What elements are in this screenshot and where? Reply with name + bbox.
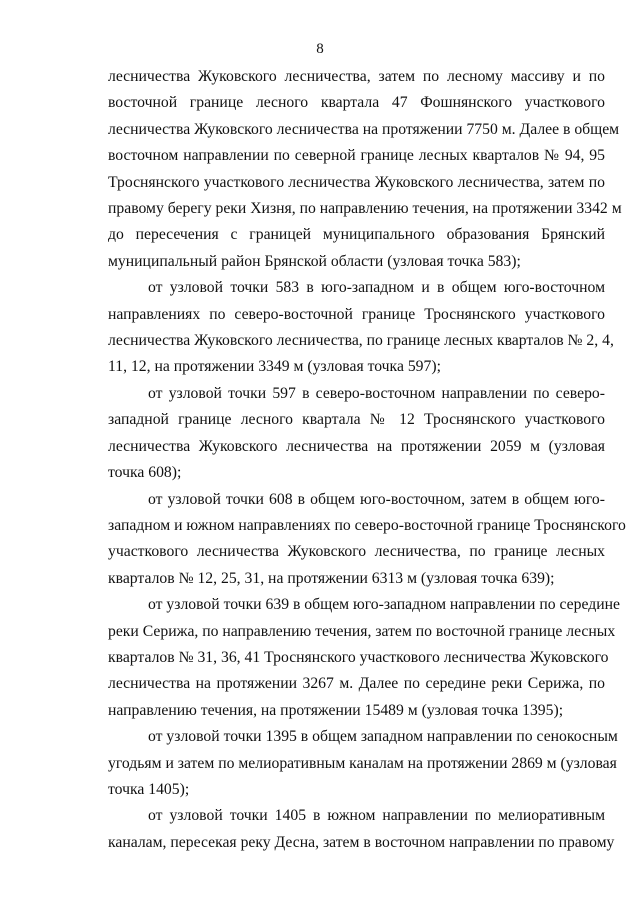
text-line: направлению течения, на протяжении 15489 м (узловая точка 1395); xyxy=(108,701,564,719)
text-line: лесничества Жуковского лесничества, затем по лесному массиву и по xyxy=(108,68,605,85)
paragraph xyxy=(108,64,622,275)
paragraph xyxy=(108,803,615,856)
text-line: угодьям и затем по мелиоративным каналам на протяжении 2869 м (узловая xyxy=(108,754,617,772)
text-line: направлениях по северо-восточной границе Троснянского участкового xyxy=(108,305,605,323)
text-line: кварталов № 31, 36, 41 Троснянского участкового лесничества Жуковского xyxy=(108,648,609,666)
text-line: восточной границе лесного квартала 47 Фошнянского участкового xyxy=(108,94,605,112)
text-line: от узловой точки 583 в юго-западном и в общем юго-восточном xyxy=(148,279,605,297)
text-line: до пересечения с границей муниципального образования Брянский xyxy=(108,226,605,244)
text-line: от узловой точки 1405 в южном направлении по мелиоративным xyxy=(148,807,605,825)
text-line: восточном направлении по северной границе лесных кварталов № 94, 95 xyxy=(108,147,605,165)
text-line: лесничества на протяжении 3267 м. Далее по середине реки Серижа, по xyxy=(108,675,605,693)
text-line: лесничества Жуковского лесничества, по границе лесных кварталов № 2, 4, xyxy=(108,332,614,350)
paragraph xyxy=(108,592,620,724)
text-line: западной границе лесного квартала № 12 Троснянского участкового xyxy=(108,411,605,429)
text-line: лесничества Жуковского лесничества на протяжении 7750 м. Далее в общем xyxy=(108,120,620,138)
text-line: муниципальный район Брянской области (узловая точка 583); xyxy=(108,252,521,270)
paragraph xyxy=(108,275,614,381)
text-line: от узловой точки 608 в общем юго-восточном, затем в общем юго- xyxy=(148,490,605,508)
text-line: кварталов № 12, 25, 31, на протяжении 6313 м (узловая точка 639); xyxy=(108,569,555,587)
text-line: от узловой точки 597 в северо-восточном направлении по северо- xyxy=(148,384,605,402)
page-number: 8 xyxy=(316,41,324,57)
text-line: каналам, пересекая реку Десна, затем в восточном направлении по правому xyxy=(108,833,615,851)
paragraph xyxy=(108,487,626,593)
text-line: Троснянского участкового лесничества Жуковского лесничества, затем по xyxy=(108,173,605,191)
text-line: участкового лесничества Жуковского лесничества, по границе лесных xyxy=(108,543,605,561)
text-line: реки Серижа, по направлению течения, затем по восточной границе лесных xyxy=(108,622,616,640)
text-line: лесничества Жуковского лесничества на протяжении 2059 м (узловая xyxy=(108,437,605,455)
text-line: от узловой точки 639 в общем юго-западном направлении по середине xyxy=(148,596,620,614)
text-line: точка 1405); xyxy=(108,780,190,798)
text-line: от узловой точки 1395 в общем западном направлении по сенокосным xyxy=(148,728,618,746)
text-line: точка 608); xyxy=(108,464,182,482)
document-body xyxy=(108,64,626,856)
text-line: западном и южном направлениях по северо-восточной границе Троснянского xyxy=(108,516,626,534)
paragraph xyxy=(108,724,618,803)
text-line: правому берегу реки Хизня, по направлению течения, на протяжении 3342 м xyxy=(108,200,622,218)
text-line: 11, 12, на протяжении 3349 м (узловая точка 597); xyxy=(108,358,441,376)
paragraph xyxy=(108,381,605,487)
